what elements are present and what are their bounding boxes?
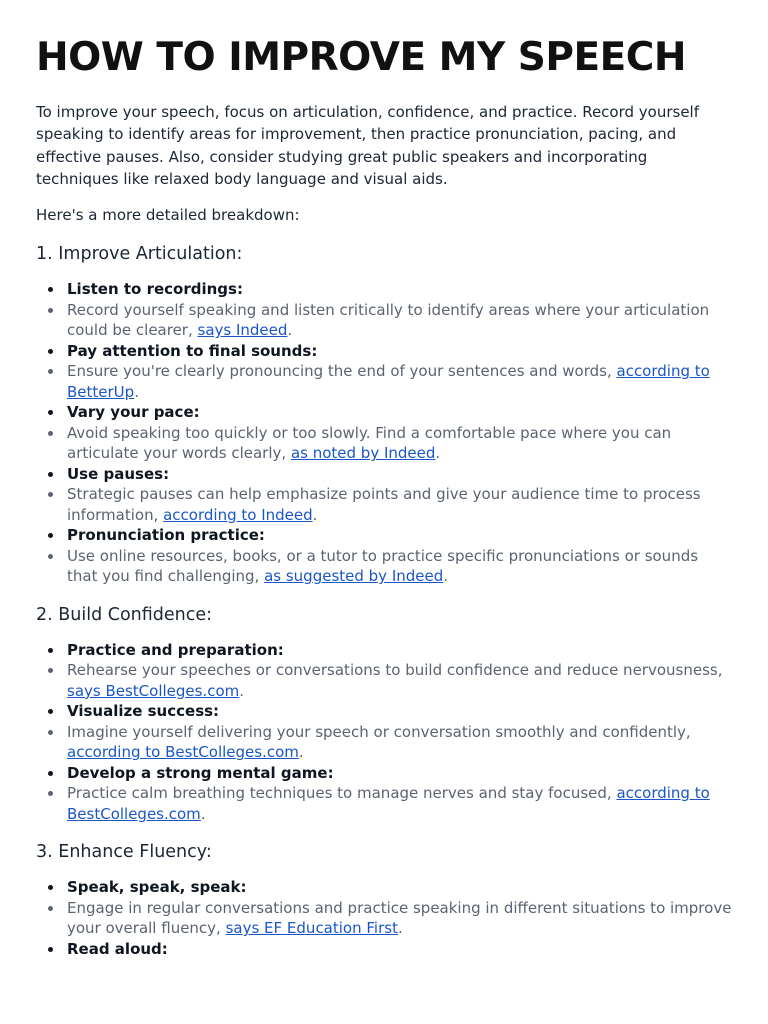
detail-text: Avoid speaking too quickly or too slowly. Find a comfortable pace where you can articulate your words clearly, <box>67 423 672 463</box>
list-item-title: Pronunciation practice: <box>67 525 732 546</box>
list-item-title: Speak, speak, speak: <box>67 877 732 898</box>
list-item-detail: Imagine yourself delivering your speech or conversation smoothly and confidently, according to BestColleges.com. <box>67 722 732 763</box>
page-title: HOW TO IMPROVE MY SPEECH <box>36 35 687 80</box>
list-item-detail: Engage in regular conversations and practice speaking in different situations to improve your overall fluency, says EF Education First. <box>67 898 732 938</box>
list-item-detail: Record yourself speaking and listen critically to identify areas where your articulation could be clearer, says Indeed. <box>67 300 732 341</box>
source-link[interactable]: says EF Education First <box>225 919 398 938</box>
list-item-title: Practice and preparation: <box>67 640 732 661</box>
source-link[interactable]: according to BetterUp <box>67 362 710 401</box>
source-link[interactable]: according to BestColleges.com <box>67 743 299 762</box>
detail-text: Ensure you're clearly pronouncing the end of your sentences and words, <box>67 362 617 381</box>
list-item-title: Develop a strong mental game: <box>67 763 732 784</box>
list-item-title: Vary your pace: <box>67 402 732 423</box>
detail-text: Imagine yourself delivering your speech or conversation smoothly and confidently, <box>67 722 691 741</box>
source-link[interactable]: according to Indeed <box>163 505 313 524</box>
list-item-detail: Rehearse your speeches or conversations to build confidence and reduce nervousness, says BestColleges.com. <box>67 660 732 701</box>
list-item-title: Listen to recordings: <box>67 279 732 300</box>
breakdown-text: Here's a more detailed breakdown: <box>36 205 300 224</box>
list-item-detail: Strategic pauses can help emphasize points and give your audience time to process information, according to Indeed. <box>67 484 732 525</box>
detail-text: Strategic pauses can help emphasize points and give your audience time to process information, <box>67 485 701 524</box>
section-heading: 3. Enhance Fluency: <box>36 842 212 863</box>
source-link[interactable]: says BestColleges.com <box>67 681 240 700</box>
list-item-title: Read aloud: <box>67 939 732 960</box>
source-link[interactable]: according to BestColleges.com <box>67 784 710 823</box>
list-item-detail: Practice calm breathing techniques to manage nerves and stay focused, according to BestColleges.com. <box>67 783 732 824</box>
list-item-detail: Avoid speaking too quickly or too slowly. Find a comfortable pace where you can articulate your words clearly, as noted by Indeed. <box>67 423 732 464</box>
detail-text: Record yourself speaking and listen critically to identify areas where your articulation could be clearer, <box>67 300 710 340</box>
section-list <box>36 279 732 587</box>
list-item-detail: Use online resources, books, or a tutor to practice specific pronunciations or sounds that you find challenging, as suggested by Indeed. <box>67 546 732 587</box>
source-link[interactable]: as suggested by Indeed <box>264 567 444 586</box>
intro-paragraph: To improve your speech, focus on articulation, confidence, and practice. Record yourself speaking to identify areas for improvement, then practice pronunciation, pacing, and effective pauses. Also, consider studying great public speakers and incorporating techniques like relaxed body language and visual aids. <box>36 102 700 189</box>
detail-text: Rehearse your speeches or conversations to build confidence and reduce nervousness, <box>67 661 723 680</box>
section-heading: 2. Build Confidence: <box>36 604 213 625</box>
list-item-title: Use pauses: <box>67 464 732 485</box>
section-heading: 1. Improve Articulation: <box>36 244 243 265</box>
detail-text: Use online resources, books, or a tutor to practice specific pronunciations or sounds that you find challenging, <box>67 546 699 586</box>
detail-text: Practice calm breathing techniques to manage nerves and stay focused, <box>67 784 617 803</box>
source-link[interactable]: as noted by Indeed <box>290 444 436 463</box>
list-item-detail: Ensure you're clearly pronouncing the end of your sentences and words, according to BetterUp. <box>67 361 732 402</box>
list-item-title: Pay attention to final sounds: <box>67 341 732 362</box>
detail-text: Engage in regular conversations and practice speaking in different situations to improve your overall fluency, <box>67 898 732 938</box>
source-link[interactable]: says Indeed <box>197 321 288 340</box>
list-item-title: Visualize success: <box>67 701 732 722</box>
section-list <box>36 877 732 959</box>
section-list <box>36 640 732 825</box>
